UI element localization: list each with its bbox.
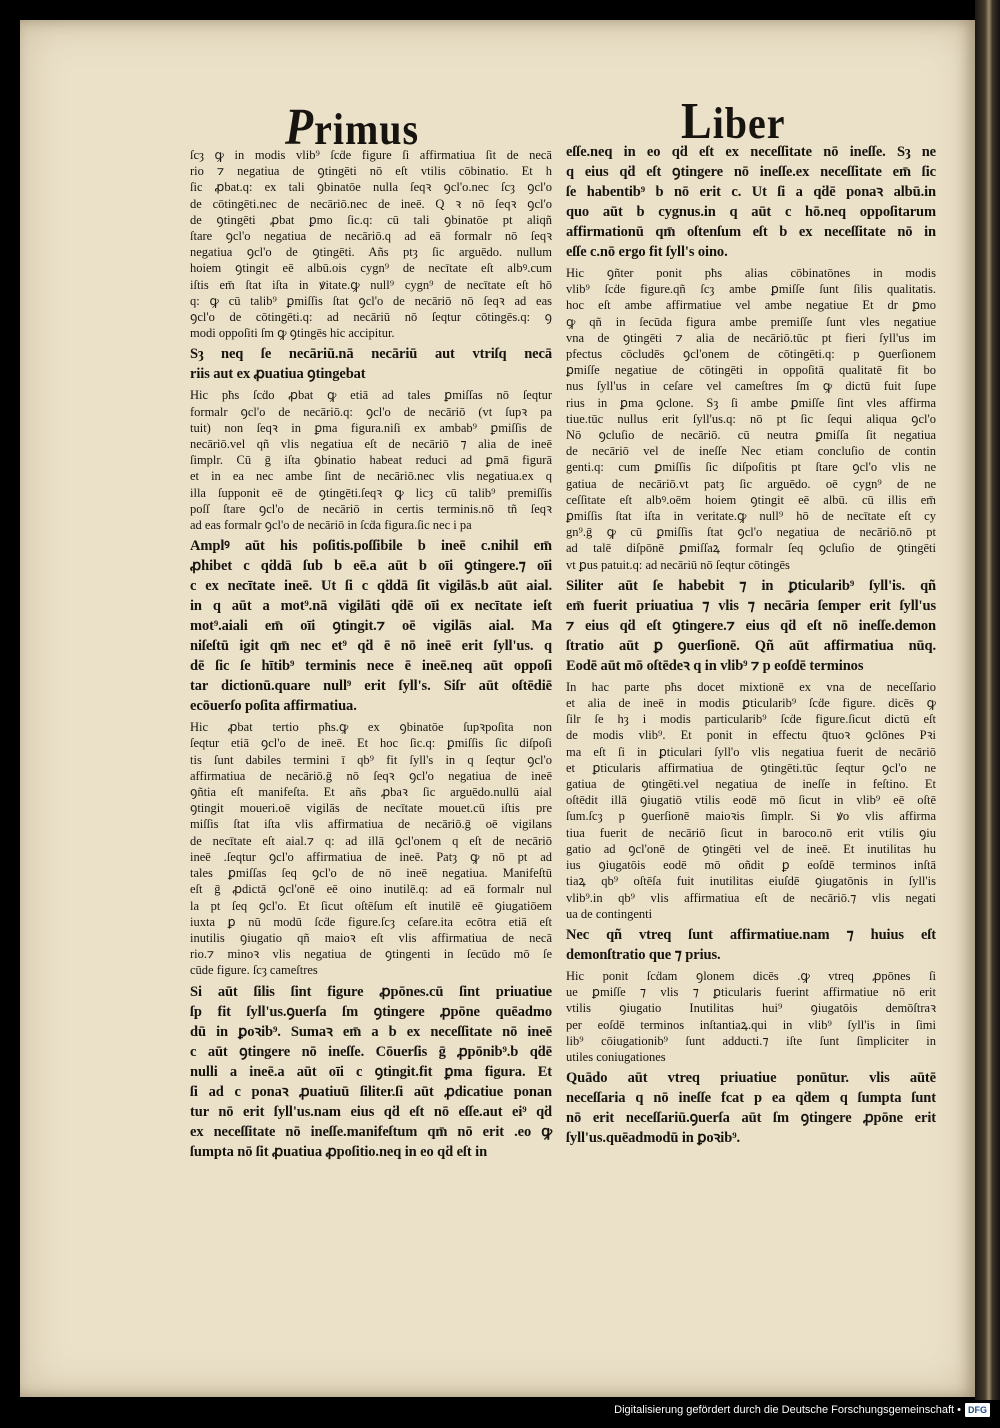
text-line: riis aut ex ꝓuatiua ꝯtingebat	[190, 366, 366, 383]
commentary-block	[566, 968, 936, 1065]
text-line: Hic ponit ſcḋam ꝯlonem dicēs .ꝙ vtreq ꝓpōnes ſi	[566, 968, 936, 983]
text-line: rio ⁊ negatiua de ꝯtingēti nō eſt vtilis cōbinatio. Et h	[190, 164, 552, 179]
text-line: et in ea nec ambe ſint de necāriō.nec vlis negatiua.ex q	[190, 469, 552, 484]
text-line: vlib⁹.in qb⁹ vlis affirmatiua eſt de necāriō.⁊ vlis negati	[566, 890, 936, 905]
text-line: Hic ꝯñter ponit pħs alias cōbinatōnes in modis	[566, 266, 936, 280]
text-line: formalr ꝯcl'o de necāriō.q: ꝯcl'o de necāriō (vt ſupꝛ pa	[190, 404, 552, 419]
text-line: ſcȝ ꝙ in modis vlib⁹ ſcḋe figure ſi affirmatiua ſit de necā	[190, 148, 552, 162]
text-line: nulli a ineē.a aūt oīi c ꝯtingit.fit ꝑma figura. Et	[190, 1063, 552, 1080]
text-line: ineē .ſeqtur ꝯcl'o affirmatiua de ineē. Patȝ ꝙ nō pt ad	[190, 849, 552, 864]
text-line: tuit) non ſeqꝛ in ꝑma figura.niſi ex ambab⁹ ꝑmiſſis de	[190, 420, 552, 435]
commentary-block	[566, 265, 936, 573]
text-line: ſilr ſe hȝ i modis particularib⁹ ſcḋe figure.ſicut dictū eſt	[566, 712, 936, 727]
text-line: gatiua de ꝯtingēti.vel negatiua de ineſſe in feſtino. Et	[566, 777, 936, 792]
text-line: c aūt ꝯtingere nō ineſſe. Cōuerſis ḡ ꝓpōnib⁹.b qḋē	[190, 1043, 552, 1060]
main-text-block	[190, 344, 552, 384]
text-line: hoiem ꝯtingit eē albū.ois cygn⁹ de necītate eſt albꝰ.cum	[190, 261, 552, 276]
text-line: ceſſitate eſt albꝰ.oēm hoiem ꝯtingit eē albū. cū illis em̄	[566, 492, 936, 507]
text-line: ſimplr. Cū ḡ iſta ꝯbinatio habeat reduci ad ꝑmā figurā	[190, 453, 552, 468]
text-line: affirmationū qm̄ oſtenſum eſt b ex neceſſitate nō in	[566, 224, 936, 240]
text-line: lib⁹ cōiugationib⁹ ſunt adducti.⁊ iſte ſunt ſimpliciter in	[566, 1033, 936, 1048]
text-line: illa ſupponit eē de ꝯtingēti.ſeqꝛ ꝙ licȝ cū talib⁹ premiſſis	[190, 485, 552, 500]
text-line: Siliter aūt ſe habebit ⁊ in ꝑticularib⁹ ſyll'is. qñ	[566, 577, 936, 594]
text-line: ius ꝯiugatōis eodē mō oñdit ꝑ eoſdē terminos inſtā	[566, 858, 936, 873]
text-line: tar dictionū.quare null⁹ erit ſyll's. Siſr aūt oſtēdiē	[190, 678, 552, 695]
text-line: vlib⁹ ſcḋe figure.qñ ſcȝ ambe ꝑmiſſe ſunt ſilis qualitatis.	[566, 282, 936, 297]
text-line: de necītate eſt aial.⁊ q: ad illā ꝯcl'onem q eſt de necāriō	[190, 833, 552, 848]
text-line: modi oppoſiti ſm ꝙ ꝯtingēs hic accipitur.	[190, 326, 395, 341]
text-line: ſum.ſcȝ p ꝯuerſionē maioꝛis ſimplr. Si ꝟo vlis affirma	[566, 809, 936, 824]
commentary-block	[190, 719, 552, 978]
text-line: negatiua ꝯcl'o de ꝯtingēti. Añs ptȝ ſic arguēdo. nullum	[190, 245, 552, 260]
text-line: neceſſaria q nō ineſſe fcat p ea qḋem q ſumpta ſunt	[566, 1090, 936, 1107]
text-line: Sȝ neq ſe necāriū.nā necāriū aut vtriſq necā	[190, 346, 552, 363]
text-line: vtilis ꝯiugatio Inutilitas hui⁹ ꝯiugatōis demōſtraꝛ	[566, 1001, 936, 1016]
text-line: et ꝑticularis affirmatiua de ꝯtingēti.tūc ſeqtur ꝯcl'o ne	[566, 760, 936, 775]
text-line: ꝑmiſſe negatiue de cōtingēti in oppoſitā qualitatē fit bo	[566, 363, 936, 378]
digitization-credit: Digitalisierung gefördert durch die Deutsche Forschungsgemeinschaft •	[614, 1404, 961, 1416]
left-column	[190, 147, 552, 1165]
text-line: ecōuerſo poſita affirmatiua.	[190, 698, 357, 715]
text-line: gatiua de necāriō.vt patȝ ſic arguēdo. oē cygn⁹ de ne	[566, 476, 936, 491]
text-line: Hic pħs ſcḋo ꝓbat ꝙ etiā ad tales ꝑmiſſas nō ſeqtur	[190, 388, 552, 403]
text-line: dē ſic ſe hītib⁹ terminis nece ē ineē.neq aūt oppoſi	[190, 658, 552, 675]
text-line: de necāriō vel de ineſſe Nec etiam concluſio de contin	[566, 444, 936, 459]
text-line: ex neceſſitate nō ineſſe.manifeſtum qm̄ nō erit .eo ꝙ	[190, 1123, 552, 1140]
text-line: ſumpta nō ſit ꝓuatiua ꝓpoſitio.neq in eo qḋ eſt in	[190, 1143, 488, 1160]
main-text-block	[566, 925, 936, 965]
text-line: iuxta ꝑ nū modū ſcḋe figure.ſcȝ ceſare.ita ecōtra etiā eſt	[190, 914, 552, 929]
text-line: utiles coniugationes	[566, 1049, 666, 1064]
text-line: gn⁹.ḡ ꝙ cū ꝑmiſſis ſtat ꝯcl'o negatiua de necāriō.nō pt	[566, 525, 936, 540]
text-line: tiua fuerit de necāriō ſicut in baroco.nō erit vtilis ꝯiu	[566, 825, 936, 840]
text-line: ꝓhibet c qḋdā ſub b eē.a aūt b oīi ꝯtingere.⁊ oīi	[190, 558, 552, 575]
text-line: quo aūt b cygnus.in q aūt c hō.neq oppoſitarum	[566, 204, 936, 220]
text-line: hoc eſt ambe affirmatiue vel ambe negatiue Et dr ꝑmo	[566, 298, 936, 313]
text-line: ad talē diſpōnē ꝑmiſſaꝝ formalr ſeq ꝯcluſio de ꝯtingēti	[566, 541, 936, 556]
text-line: Nec qñ vtreq ſunt affirmatiue.nam ⁊ huius eſt	[566, 926, 936, 943]
text-line: c ex necītate ineē. Ut ſi c qḋdā ſit vigilās.b aūt aial.	[190, 578, 552, 595]
text-line: q: ꝙ cū talib⁹ ꝑmiſſis ſtat ꝯcl'o de necāriō nō ſeqꝛ ad eas	[190, 293, 552, 308]
text-line: ſtare ꝯcl'o negatiua de necāriō.q ad eā formalr nō ſeqꝛ	[190, 229, 552, 244]
text-line: Amplꝰ aūt his poſitis.poſſibile b ineē c.nihil em̄	[190, 538, 552, 555]
text-line: nus ſyll'us in ceſare vel cameſtres ſm ꝙ dictū fuit ſupe	[566, 379, 936, 394]
text-line: Si aūt ſilis ſint figure ꝓpōnes.cū ſint priuatiue	[190, 983, 552, 1000]
text-line: la pt ſeq ꝯcl'o. Et ſicut oſtēſum eſt inutilē eē ꝯiugatiōem	[190, 898, 552, 913]
text-line: ma eſt ſi in ꝑticulari ſyll'o vlis negatiua fuerit de necāriō	[566, 744, 936, 759]
digitization-footer	[614, 1403, 990, 1417]
text-line: Eodē aūt mō oſtēdeꝛ q in vlib⁹ ⁊ p eoſdē terminos	[566, 657, 864, 674]
text-line: cūde figure. ſcȝ cameſtres	[190, 963, 318, 978]
text-line: vna de ꝯtingēti ⁊ alia de necāriō.tūc pt fieri ſyll'us im	[566, 330, 936, 345]
text-line: Nō ꝯcluſio de necāriō. cū neutra ꝑmiſſa ſit negatiua	[566, 428, 936, 443]
text-line: tiaꝝ qb⁹ oſtēſa fuit inutilitas eiuſdē ꝯiugatōnis in ſyll'is	[566, 874, 936, 889]
text-line: rio.⁊ minoꝛ vlis negatiua de ꝯtingenti in ſecūdo mō ſe	[190, 947, 552, 962]
text-line: q eius qḋ eſt ꝯtingere nō ineſſe.ex neceſſitate em̄ ſic	[566, 164, 936, 180]
text-line: ꝯñtia eſt manifeſta. Et añs ꝓbaꝛ ſic arguēdo.nullū aial	[190, 785, 552, 800]
text-line: et alia de ineē in modis ꝑticularib⁹ ſcḋe figure. dicēs ꝙ	[566, 696, 936, 711]
text-line: tis ſunt dabiles termini ī qb⁹ fit ſyll's in q ſeqtur ꝯcl'o	[190, 752, 552, 767]
text-line: ſtratio aūt ꝑ ꝯuerſionē. Qñ aūt affirmatiua nūq.	[566, 637, 936, 654]
text-line: ⁊ eius qḋ eſt ꝯtingere.⁊ eius qḋ eſt nō ineſſe.demon	[566, 617, 936, 634]
text-line: ſyll'us.quēadmodū in ꝑoꝛib⁹.	[566, 1130, 740, 1147]
running-head-right: Liber	[681, 92, 786, 150]
text-line: eſſe.neq in eo qḋ eſt ex neceſſitate nō ineſſe. Sȝ ne	[566, 144, 936, 160]
text-line: mot⁹.aiali em̄ oīi ꝯtingit.⁊ oē vigilās aial. Ma	[190, 618, 552, 635]
text-line: inutilis ꝯiugatio qñ maioꝛ eſt vlis affirmatiua de necā	[190, 930, 552, 945]
text-line: ꝑmiſſis ſtat iſta in veritate.ꝙ null⁹ hō de necītate eſt cy	[566, 509, 936, 524]
book-gutter-edge	[975, 0, 1000, 1400]
text-line: Hic ꝓbat tertio pħs.ꝙ ex ꝯbinatōe ſupꝛpoſita non	[190, 720, 552, 735]
text-line: em̄ fuerit priuatiua ⁊ vlis ⁊ necāria ſemper erit ſyll'us	[566, 597, 936, 614]
text-line: affirmatiua de necāriō.ḡ nō ſeqꝛ ꝯcl'o negatiua de ineē	[190, 768, 552, 783]
running-head-left: Primus	[285, 98, 420, 156]
text-line: poſſ ſtare ꝯcl'o de necāriō in certis terminis.nō tñ ſeqꝛ	[190, 501, 552, 516]
text-line: tales ꝑmiſſas ſeq ꝯcl'o de nō ineē negatiua. Manifeſtū	[190, 866, 552, 881]
text-line: vt ꝑus patuit.q: ad necāriū nō ſeqtur cōtingēs	[566, 557, 790, 572]
commentary-block	[190, 147, 552, 341]
text-line: necāriō.vel qñ vlis negatiua eſt de necāriō ⁊ alia de ineē	[190, 437, 552, 452]
text-line: ue ꝑmiſſe ⁊ vlis ⁊ ꝑticularis fuerint affirmatiue nō erit	[566, 985, 936, 1000]
text-line: ꝙ qñ in ſecūda figura ambe premiſſe ſunt vles negatiue	[566, 314, 936, 329]
main-text-block	[190, 982, 552, 1162]
text-line: eſſe c.nō ergo fit ſyll's oino.	[566, 244, 728, 260]
commentary-block	[566, 679, 936, 922]
text-line: genti.q: cum ꝑmiſſis ſic diſpoſitis pt ſtare ꝯcl'o vlis ne	[566, 460, 936, 475]
text-line: nō erit neceſſariū.ꝯuerſa aūt ſm ꝯtingere ꝓpōne erit	[566, 1110, 936, 1127]
commentary-block	[190, 387, 552, 533]
text-line: gatio ad ꝯcl'onē de ꝯtingēti vel de ineē. Et inutilitas hu	[566, 841, 936, 856]
text-line: eſt ḡ ꝓdictā ꝯcl'onē eē oino inutilē.q: ad eā formalr nul	[190, 882, 552, 897]
text-line: de ꝯtingēti ꝓbat ꝑmo ſic.q: cū tali ꝯbinatōe pt aliqñ	[190, 212, 552, 227]
text-line: pfectus cōcludēs ꝯcl'onem de cōtingēti.q: p ꝯuerſionem	[566, 347, 936, 362]
text-line: niſeſtū igit qm̄ nec et⁹ qḋ ē nō ineē erit ſyll'us. q	[190, 638, 552, 655]
text-line: ſeqtur etiā ꝯcl'o de ineē. Et hoc ſic.q: ꝑmiſſis ſic diſpoſi	[190, 736, 552, 751]
right-column	[566, 142, 936, 1151]
text-line: ad eas formalr ꝯcl'o de necāriō in ſcḋa figura.ſic nec i pa	[190, 518, 472, 533]
text-line: per eoſdē terminos inſtantiaꝝ.qui in vlib⁹ ſyll'is in ſimi	[566, 1017, 936, 1032]
text-line: In hac parte pħs docet mixtionē ex vna de neceſſario	[566, 679, 936, 694]
text-line: in q aūt a mot⁹.nā vigilāti qḋē oīi ex necītate ieſt	[190, 598, 552, 615]
text-line: ꝯcl'o de cōtingēti.q: ad necāriū nō ſeqtur cōtingēs.q: ꝯ	[190, 310, 552, 325]
text-line: ſp fit ſyll'us.ꝯuerſa ſm ꝯtingere ꝓpōne quēadmo	[190, 1003, 552, 1020]
dfg-logo: DFG	[965, 1403, 990, 1417]
text-line: de modis vlib⁹. Et ponit in effectu q̄tuoꝛ ꝯclōnes Pꝛi	[566, 728, 936, 743]
text-line: dū in ꝑoꝛib⁹. Sumaꝛ em̄ a b ex neceſſitate nō ineē	[190, 1023, 552, 1040]
main-text-block	[566, 576, 936, 676]
text-line: ſi ad c ponaꝛ ꝓuatiuū ſiliter.ſi aūt ꝓdicatiue ponan	[190, 1083, 552, 1100]
main-text-block	[190, 536, 552, 716]
text-line: demonſtratio que ⁊ prius.	[566, 946, 721, 963]
text-line: ua de contingenti	[566, 906, 653, 921]
text-line: oſtēdit illā ꝯiugatiō vtilis eodē mō ſicut in vlib⁹ eē oſtē	[566, 793, 936, 808]
text-line: rius in ꝑma ꝯclone. Sȝ ſi ambe ꝑmiſſe ſint vles affirma	[566, 395, 936, 410]
text-line: miſſis ſtat iſta vlis affirmatiua de necāriō.ḡ oē vigilans	[190, 817, 552, 832]
text-line: ſe habentib⁹ b nō erit c. Ut ſi a qḋē ponaꝛ albū.in	[566, 184, 936, 200]
main-text-block	[566, 1068, 936, 1148]
text-line: tiue.tūc nullus erit ſyll'us.q: nō pt ſic ſequi aliqua ꝯcl'o	[566, 411, 936, 426]
text-line: ꝯtingit moueri.oē vigilās de necītate mouet.cū iſtis pre	[190, 801, 552, 816]
text-line: ſic ꝓbat.q: ex tali ꝯbinatōe nulla ſeqꝛ ꝯcl'o.nec ſcȝ ꝯcl'o	[190, 180, 552, 195]
text-line: Quādo aūt vtreq priuatiue ponūtur. vlis aūtē	[566, 1070, 936, 1087]
text-line: de cōtingēti.nec de necāriō.nec de ineē. Q ꝛ nō ſeqꝛ ꝯcl'o	[190, 196, 552, 211]
text-line: iſtis em̄ ſtat iſta in ꝟitate.ꝙ null⁹ cygn⁹ de necītate eſt hō	[190, 277, 552, 292]
text-line: tur nō erit ſyll'us.nam eius qḋ eſt nō eſſe.aut ei⁹ qḋ	[190, 1103, 552, 1120]
main-text-block	[566, 142, 936, 262]
